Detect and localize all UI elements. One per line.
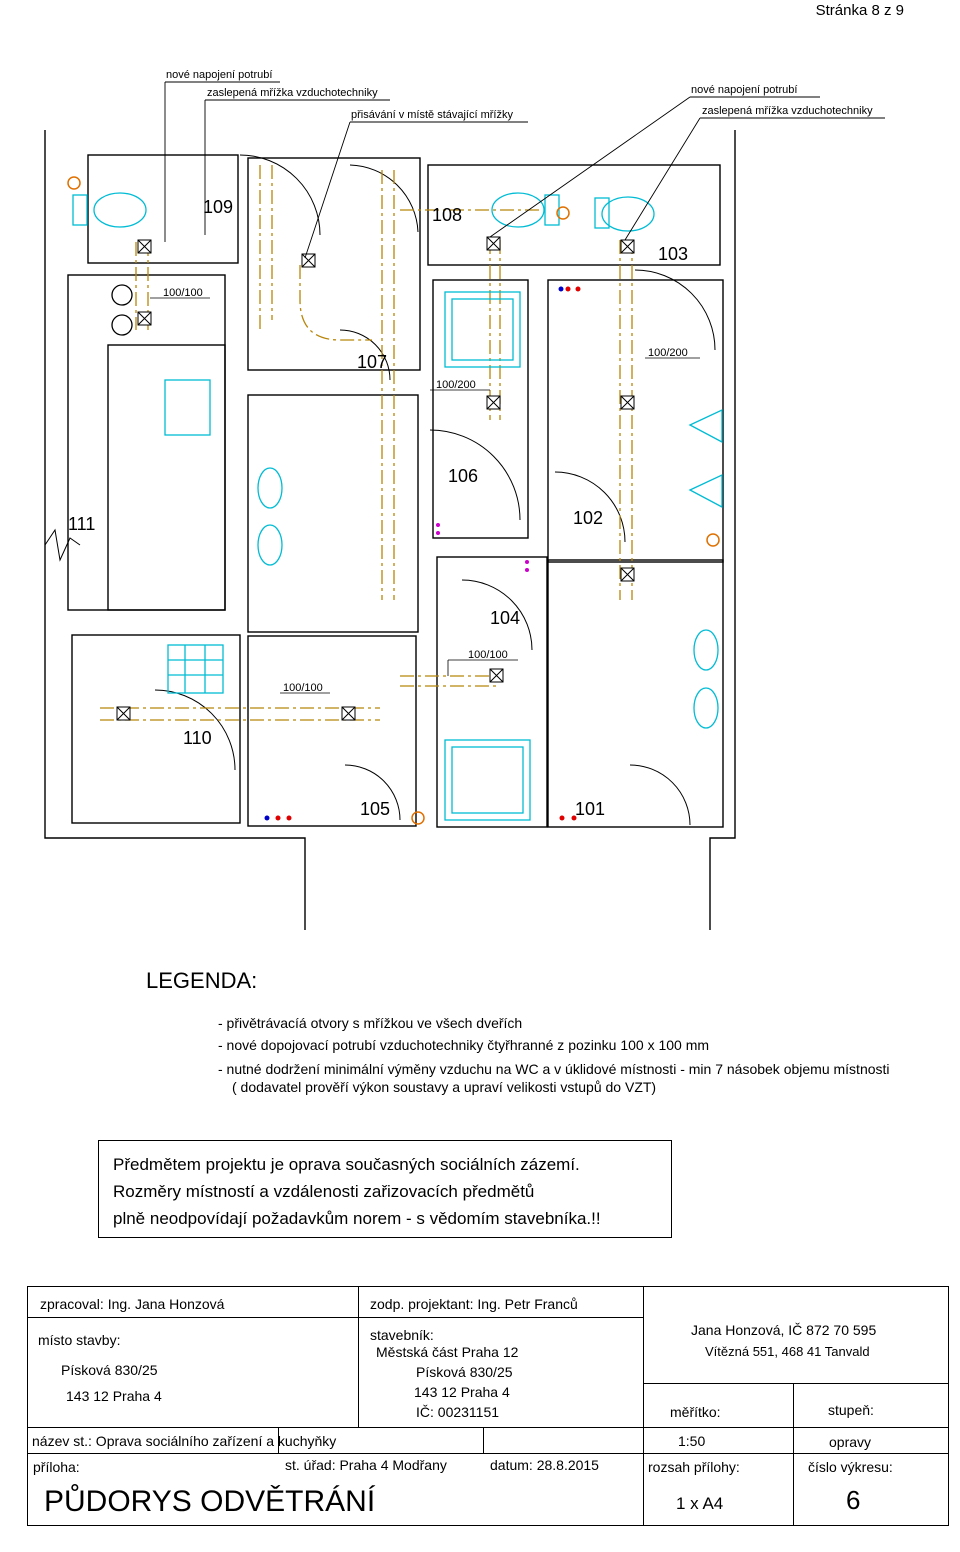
dim-100-100-b: 100/100 [468, 649, 508, 661]
room-104: 104 [490, 608, 521, 628]
tb-investor-1: Městská část Praha 12 [376, 1344, 519, 1360]
legend-line-2: - nové dopojovací potrubí vzduchotechniky čtyřhranné z pozinku 100 x 100 mm [218, 1037, 710, 1053]
legend-line-4: ( dodavatel prověří výkon soustavy a upraví velikosti vstupů do VZT) [232, 1079, 657, 1095]
tb-company-1: Jana Honzová, IČ 872 70 595 [691, 1322, 877, 1338]
project-note [98, 1140, 672, 1238]
tb-investor-label: stavebník: [370, 1327, 434, 1343]
callout-right-blocked-grille: zaslepená mřížka vzduchotechniky [702, 105, 873, 117]
tb-investor-2: Písková 830/25 [416, 1364, 513, 1380]
dim-100-100-a: 100/100 [163, 287, 203, 299]
tb-drawing-title: PŮDORYS ODVĚTRÁNÍ [44, 1485, 376, 1518]
tb-site-addr2: 143 12 Praha 4 [66, 1388, 162, 1404]
room-102: 102 [573, 508, 604, 528]
tb-drawing-no-label: číslo výkresu: [808, 1459, 893, 1475]
door-swings [155, 155, 715, 825]
callout-right-new-pipe: nové napojení potrubí [691, 84, 798, 96]
room-108: 108 [432, 205, 463, 225]
callout-left-blocked-grille: zaslepená mřížka vzduchotechniky [207, 87, 378, 99]
room-107: 107 [357, 352, 388, 372]
tb-scale: 1:50 [678, 1433, 706, 1449]
room-109: 109 [203, 197, 234, 217]
tb-drawing-no: 6 [846, 1485, 861, 1515]
duct-lines [100, 165, 632, 720]
tb-project-name: název st.: Oprava sociálního zařízení a kuchyňky [32, 1433, 337, 1449]
tb-range-label: rozsah přílohy: [648, 1459, 740, 1475]
tb-scale-label: měřítko: [670, 1404, 721, 1420]
tb-site-label: místo stavby: [38, 1332, 121, 1348]
tb-stage-label: stupeň: [828, 1402, 874, 1418]
title-block [27, 1286, 949, 1526]
tb-date: datum: 28.8.2015 [490, 1457, 599, 1473]
tb-prepared: zpracoval: Ing. Jana Honzová [40, 1296, 225, 1312]
note-line-3: plně neodpovídají požadavkům norem - s vědomím stavebníka.!! [113, 1209, 601, 1228]
room-106: 106 [448, 466, 479, 486]
dim-100-100-c: 100/100 [283, 682, 323, 694]
tb-investor-3: 143 12 Praha 4 [414, 1384, 510, 1400]
break-line [45, 530, 80, 560]
note-line-2: Rozměry místností a vzdálenosti zařizovacích předmětů [113, 1182, 535, 1201]
room-111: 111 [68, 514, 96, 534]
note-line-1: Předmětem projektu je oprava současných sociálních zázemí. [113, 1155, 580, 1174]
tb-annex-label: příloha: [33, 1459, 80, 1475]
room-walls [68, 155, 723, 827]
callout-intake: přisávání v místě stávající mřížky [351, 109, 513, 121]
vent-grilles [117, 237, 634, 720]
tb-stage: opravy [829, 1434, 872, 1450]
room-105: 105 [360, 799, 391, 819]
page-header: Stránka 8 z 9 [815, 2, 904, 19]
callout-left-new-pipe: nové napojení potrubí [166, 69, 273, 81]
legend-title: LEGENDA: [146, 968, 258, 993]
tb-investor-4: IČ: 00231151 [416, 1404, 500, 1420]
room-101: 101 [575, 799, 606, 819]
legend-line-3: - nutné dodržení minimální výměny vzduchu na WC a v úklidové místnosti - min 7 násobek objemu místnosti [218, 1061, 890, 1077]
tb-range: 1 x A4 [676, 1494, 724, 1513]
tb-site-addr1: Písková 830/25 [61, 1362, 158, 1378]
tb-office: st. úřad: Praha 4 Modřany [285, 1457, 447, 1473]
dim-100-200-a: 100/200 [436, 379, 476, 391]
dim-100-200-b: 100/200 [648, 347, 688, 359]
legend-line-1: - přivětrávacíá otvory s mřížkou ve všech dveřích [218, 1015, 523, 1031]
room-103: 103 [658, 244, 689, 264]
tb-responsible: zodp. projektant: Ing. Petr Franců [370, 1296, 578, 1312]
tb-company-2: Vítězná 551, 468 41 Tanvald [705, 1344, 870, 1359]
room-110: 110 [183, 728, 212, 748]
